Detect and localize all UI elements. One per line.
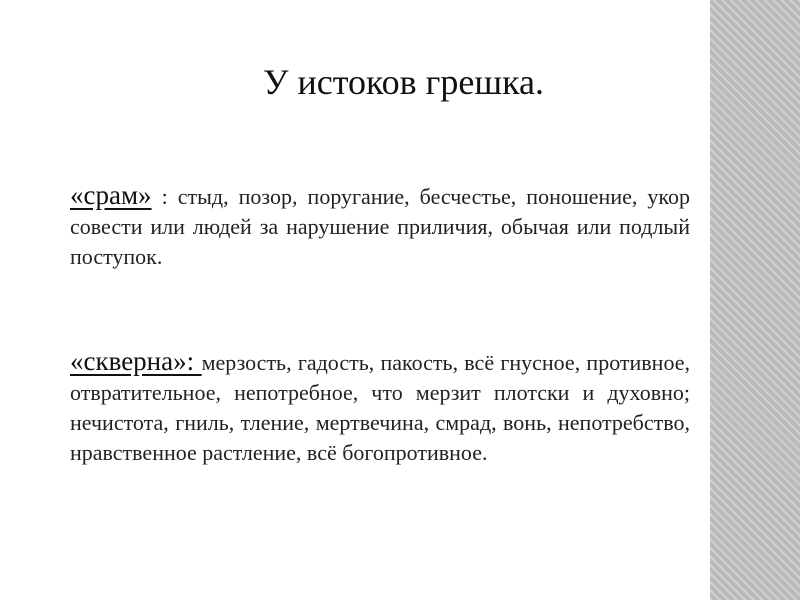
decorative-side-stripe (710, 0, 800, 600)
slide-title: У истоков грешка. (263, 62, 545, 102)
term-sram: «срам» (70, 180, 152, 210)
definition-sram (70, 180, 690, 272)
definition-skverna-text: мерзость, гадость, пакость, всё гнусное, противное, отвратительное, непотребное, что мерзит плотски и духовно; нечистота, гниль, тление, мертвечина, смрад, вонь, непотребство, нравственное растление, всё богопротивное. (70, 350, 690, 465)
definition-sram-text: : стыд, позор, поругание, бесчестье, поношение, укор совести или людей за нарушение приличия, обычая или подлый поступок. (70, 184, 690, 269)
definition-skverna (70, 346, 690, 468)
term-skverna: «скверна»: (70, 346, 202, 376)
